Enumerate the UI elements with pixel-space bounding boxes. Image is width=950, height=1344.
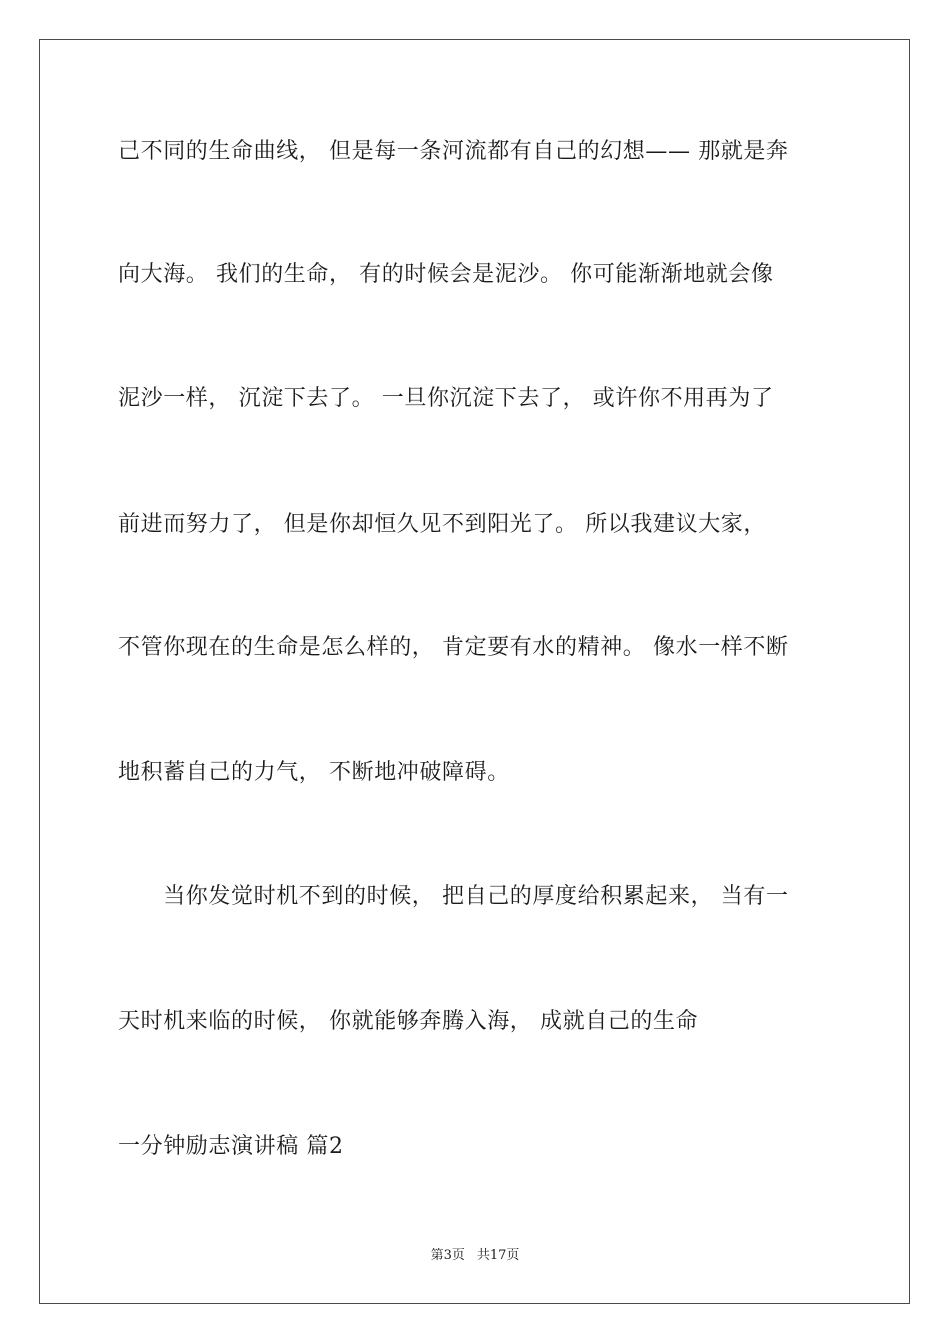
total-pages: 共17页 [476,1248,520,1263]
body-line-6: 地积蓄自己的力气， 不断地冲破障碍。 [118,760,510,785]
page-number: 第3页 [430,1248,465,1263]
page-footer [0,1248,950,1264]
section-heading: 一分钟励志演讲稿 篇2 [118,1134,344,1159]
body-line-1: 己不同的生命曲线， 但是每一条河流都有自己的幻想—— 那就是奔 [118,139,789,164]
body-line-2: 向大海。 我们的生命， 有的时候会是泥沙。 你可能渐渐地就会像 [118,262,774,287]
body-line-3: 泥沙一样， 沉淀下去了。 一旦你沉淀下去了， 或许你不用再为了 [118,386,774,411]
body-line-8: 天时机来临的时候， 你就能够奔腾入海， 成就自己的生命 [118,1009,699,1034]
body-line-4: 前进而努力了， 但是你却恒久见不到阳光了。 所以我建议大家， [118,512,766,537]
body-line-5: 不管你现在的生命是怎么样的， 肯定要有水的精神。 像水一样不断 [118,635,789,660]
page-border [39,39,910,1304]
body-line-7: 当你发觉时机不到的时候， 把自己的厚度给积累起来， 当有一 [118,884,789,909]
